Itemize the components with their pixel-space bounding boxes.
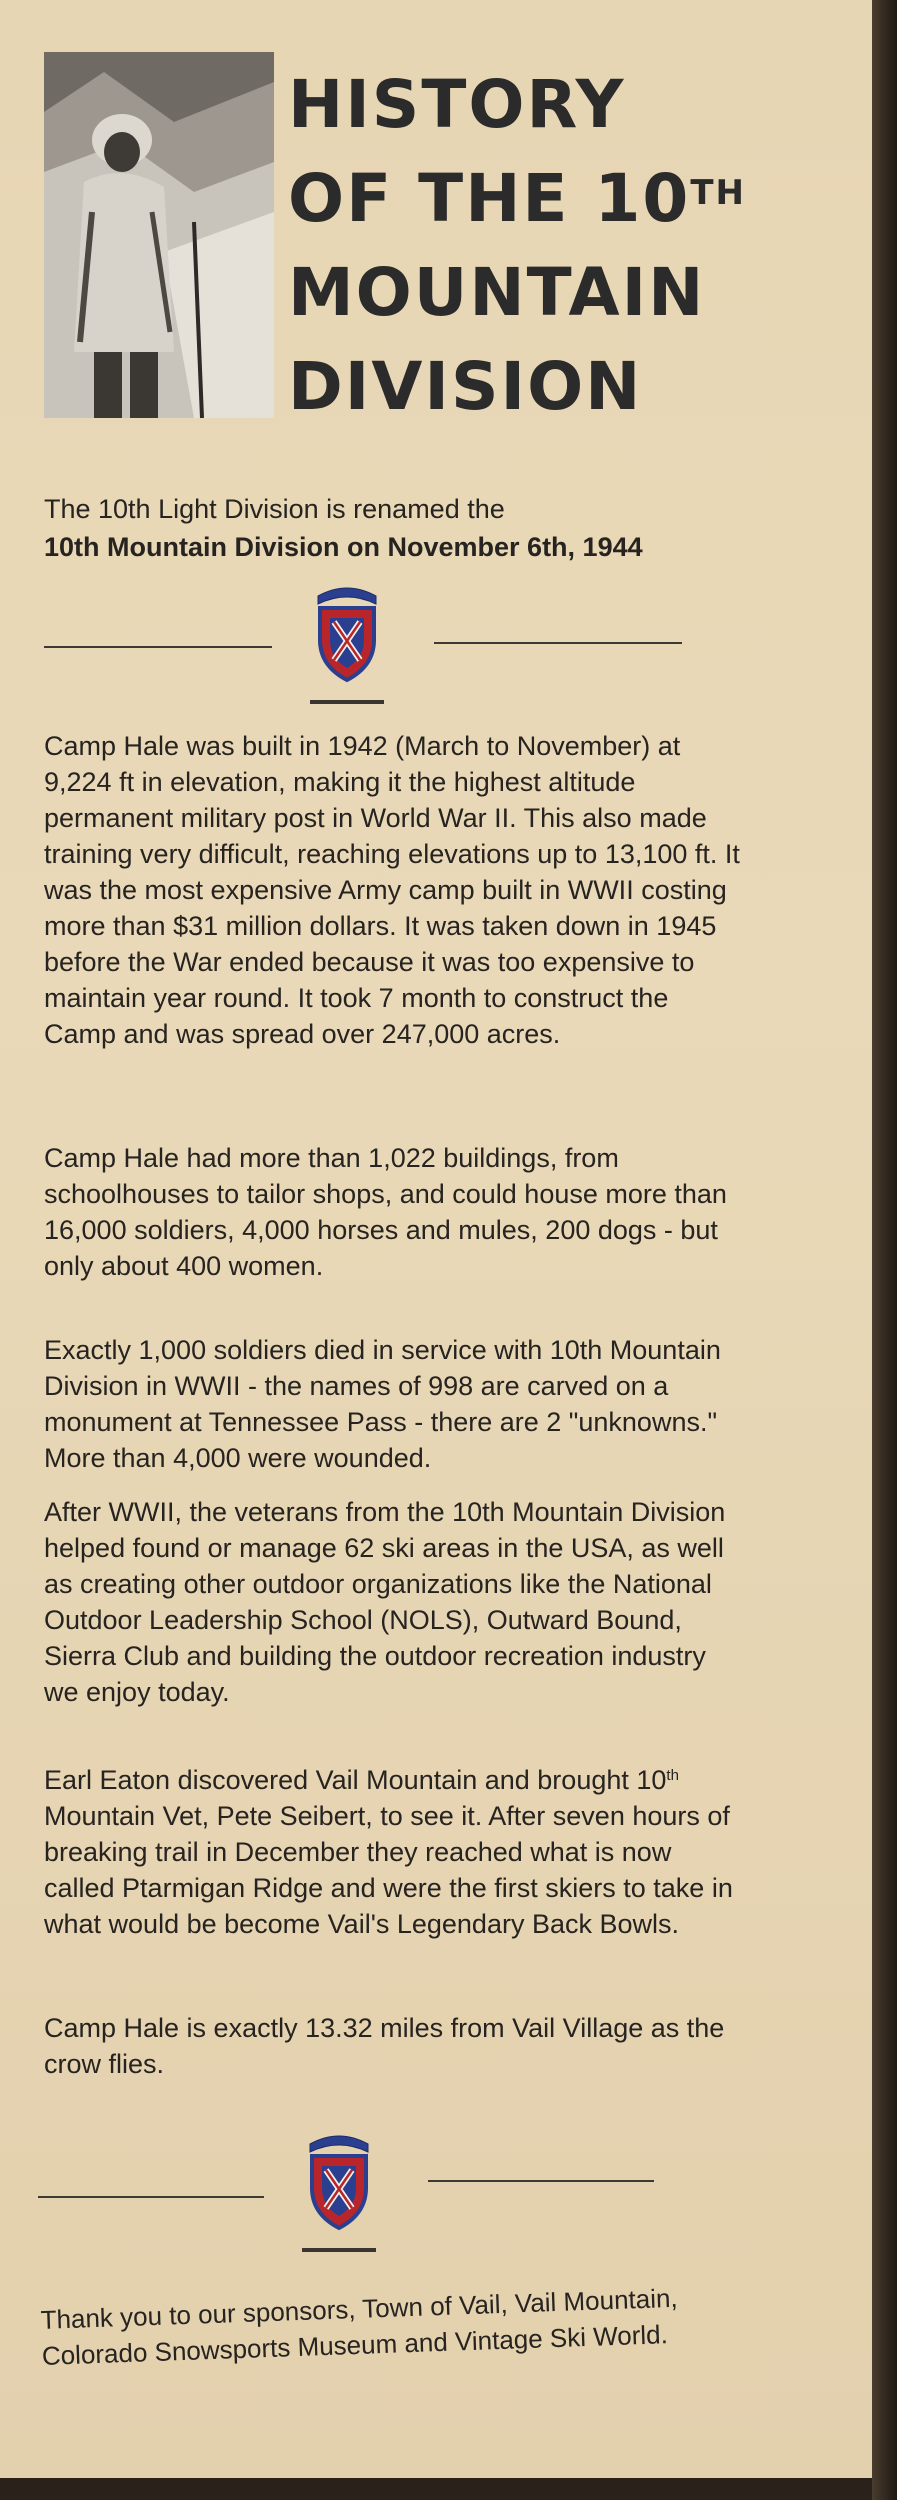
intro-line-1: The 10th Light Division is renamed the	[44, 494, 505, 524]
divider-right-top	[434, 642, 682, 644]
page-title	[288, 58, 808, 434]
eaton-superscript: th	[666, 1767, 679, 1784]
title-line-2: OF THE 10	[288, 160, 691, 237]
divider-right-bottom	[428, 2180, 654, 2182]
division-patch-bottom-caption	[302, 2248, 376, 2252]
title-superscript: TH	[690, 173, 746, 213]
paragraph-buildings: Camp Hale had more than 1,022 buildings, from schoolhouses to tailor shops, and could house more than 16,000 soldiers, 4,000 horses and mules, 200 dogs - but only about 400 women.	[44, 1143, 727, 1281]
paragraph-earl-eaton	[44, 1762, 744, 1942]
paragraph-veterans: After WWII, the veterans from the 10th Mountain Division helped found or manage 62 ski areas in the USA, as well as creating other outdoor organizations like the National Outdoor Leadership School (NOLS), Outward Bound, Sierra Club and building the outdoor recreation industry we enjoy today.	[44, 1497, 726, 1707]
intro-line-2: 10th Mountain Division on November 6th, 1944	[44, 532, 643, 562]
sponsors-note: Thank you to our sponsors, Town of Vail, Vail Mountain, Colorado Snowsports Museum and Vintage Ski World.	[40, 2282, 679, 2371]
paragraph-camp-hale: Camp Hale was built in 1942 (March to November) at 9,224 ft in elevation, making it the highest altitude permanent military post in World War II. This also made training very difficult, reaching elevations up to 13,100 ft. It was the most expensive Army camp built in WWII costing more than $31 million dollars. It was taken down in 1945 before the War ended because it was too expensive to maintain year round. It took 7 month to construct the Camp and was spread over 247,000 acres.	[44, 731, 740, 1049]
title-line-1: HISTORY	[288, 66, 626, 143]
eaton-text-before: Earl Eaton discovered Vail Mountain and brought 10	[44, 1765, 667, 1795]
division-patch-bottom-graphic	[306, 2128, 372, 2240]
soldier-photo	[44, 52, 274, 418]
table-edge	[872, 0, 897, 2500]
division-patch-icon-bottom	[306, 2128, 372, 2240]
intro-text	[44, 490, 744, 566]
title-line-3: MOUNTAIN	[288, 254, 706, 331]
divider-left-bottom	[38, 2196, 264, 2198]
title-line-4: DIVISION	[288, 348, 643, 425]
division-patch-caption	[310, 700, 384, 704]
division-patch-graphic	[314, 580, 380, 692]
divider-left-top	[44, 646, 272, 648]
paragraph-casualties: Exactly 1,000 soldiers died in service with 10th Mountain Division in WWII - the names of 998 are carved on a monument at Tennessee Pass - there are 2 "unknowns." More than 4,000 were wounded.	[44, 1335, 721, 1473]
soldier-photo-graphic	[44, 52, 274, 418]
division-patch-icon	[314, 580, 380, 692]
eaton-text-after: Mountain Vet, Pete Seibert, to see it. After seven hours of breaking trail in December they reached what is now called Ptarmigan Ridge and were the first skiers to take in what would be become Vail's Legendary Back Bowls.	[44, 1801, 733, 1939]
paragraph-distance: Camp Hale is exactly 13.32 miles from Vail Village as the crow flies.	[44, 2013, 725, 2079]
